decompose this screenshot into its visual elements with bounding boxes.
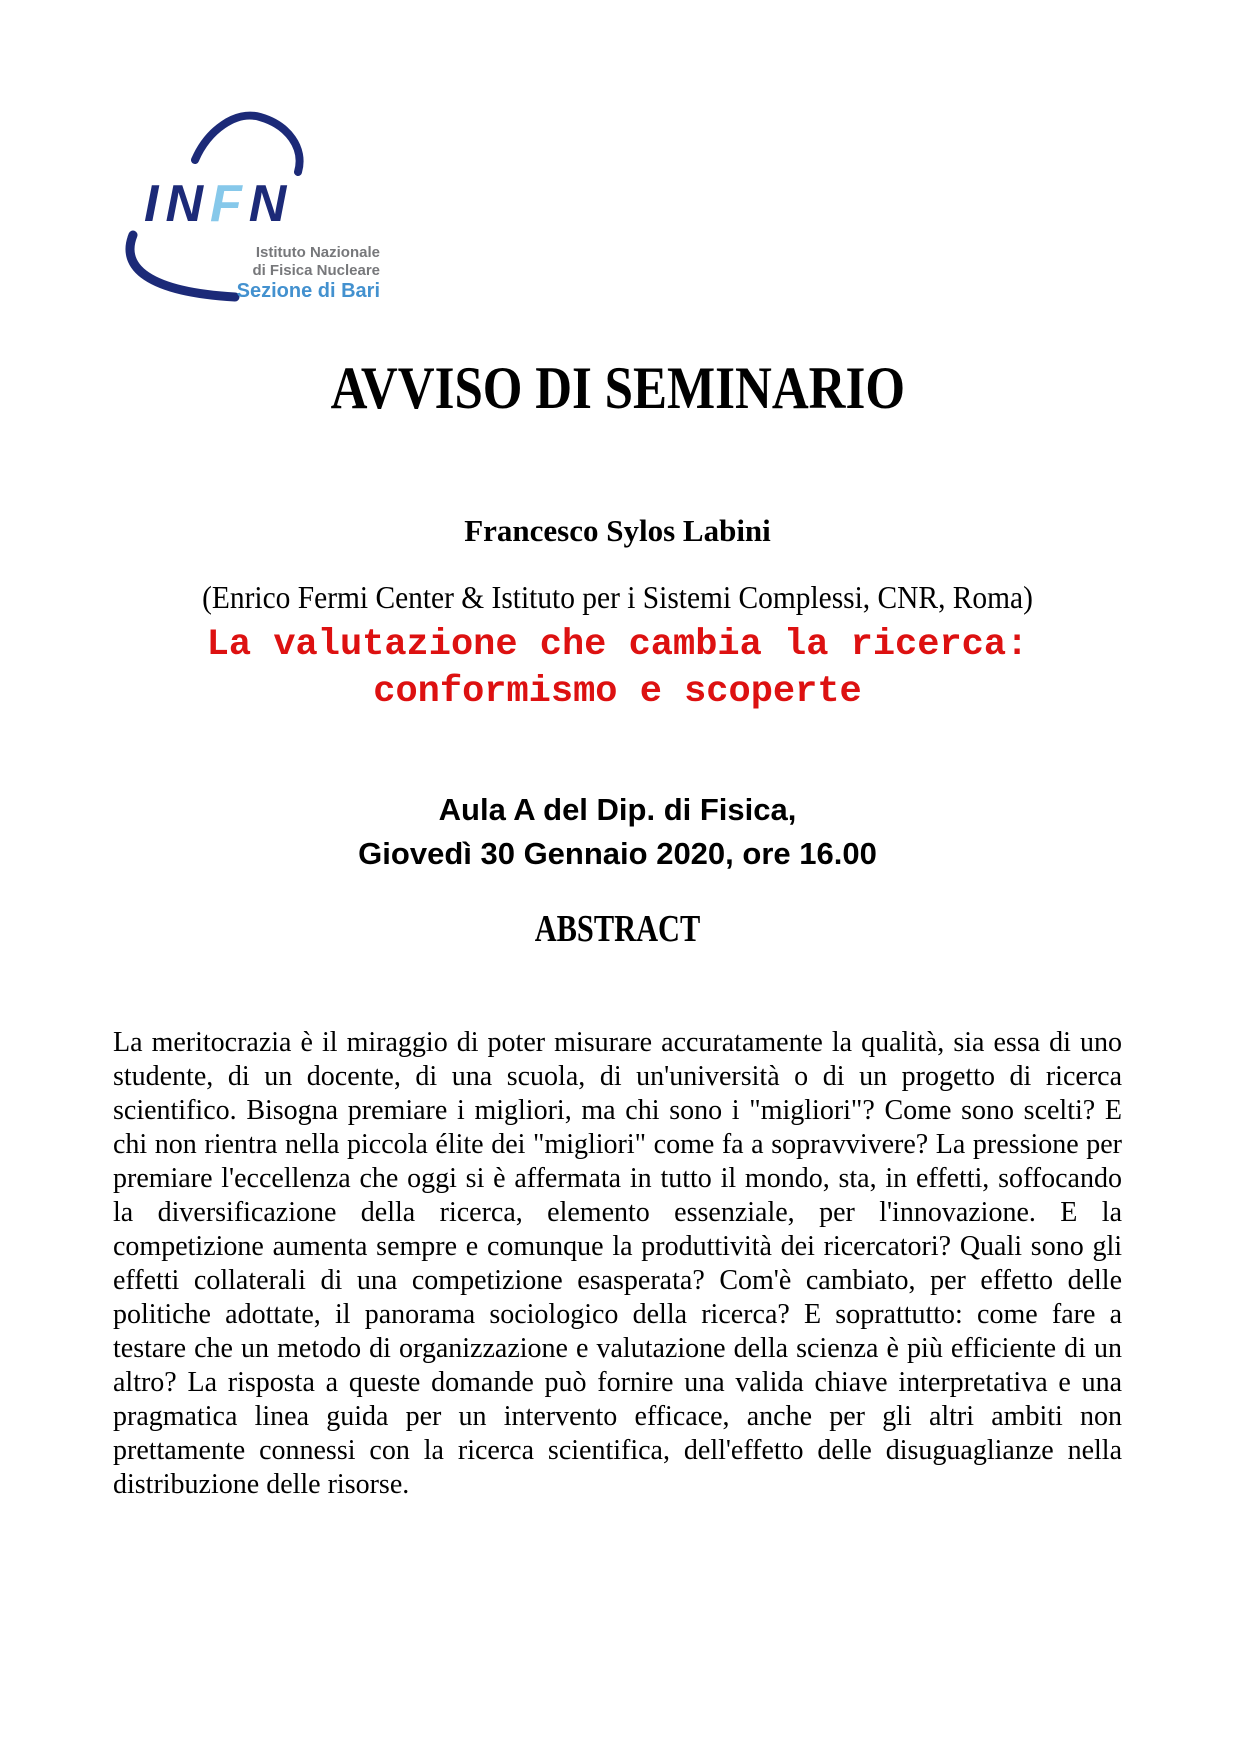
swoosh-bottom-arc [130,235,235,297]
speaker-affiliation-text: (Enrico Fermi Center & Istituto per i Sistemi Complessi, CNR, Roma) [202,579,1033,615]
infn-section-name: Sezione di Bari [236,280,380,302]
event-datetime: Giovedì 30 Gennaio 2020, ore 16.00 [358,836,877,871]
infn-org-line2: di Fisica Nucleare [252,262,380,279]
abstract-heading-text: ABSTRACT [534,908,701,950]
swoosh-top-arc [195,116,300,172]
infn-letter-n2: N [248,175,287,233]
infn-org-name [252,244,380,280]
abstract-heading [113,908,1122,950]
notice-title [113,356,1122,420]
infn-letter-f: F [210,175,242,233]
speaker-name: Francesco Sylos Labini [464,513,771,548]
event-venue: Aula A del Dip. di Fisica, [438,792,797,827]
infn-logo-letters [144,175,287,233]
seminar-title-line2: conformismo e scoperte [373,671,862,713]
seminar-title [113,622,1122,716]
infn-org-line1: Istituto Nazionale [255,244,380,261]
event-details [113,788,1122,876]
seminar-title-line1: La valutazione che cambia la ricerca: [206,624,1029,666]
infn-letter-i: I [144,175,159,233]
abstract-body: La meritocrazia è il miraggio di poter misurare accuratamente la qualità, sia essa di uno studente, di un docente, di una scuola, di un'università o di un progetto di ricerca scientifico. Bisogna premiare i migliori, ma chi sono i "migliori"? Come sono scelti? E chi non rientra nella piccola élite dei "migliori" come fa a sopravvivere? La pressione per premiare l'eccellenza che oggi si è affermata in tutto il mondo, sta, in effetti, soffocando la diversificazione della ricerca, elemento essenziale, per l'innovazione. E la competizione aumenta sempre e comunque la produttività dei ricercatori? Quali sono gli effetti collaterali di una competizione esasperata? Com'è cambiato, per effetto delle politiche adottate, il panorama sociologico della ricerca? E soprattutto: come fare a testare che un metodo di organizzazione e valutazione della scienza è più efficiente di un altro? La risposta a queste domande può fornire una valida chiave interpretativa e una pragmatica linea guida per un intervento efficace, anche per gli altri ambiti non prettamente connessi con la ricerca scientifica, dell'effetto delle disuguaglianze nella distribuzione delle risorse. [113,1027,1122,1500]
infn-letter-n1: N [165,175,204,233]
infn-logo [118,92,384,310]
notice-title-text: AVVISO DI SEMINARIO [330,355,905,421]
speaker-affiliation [113,578,1122,616]
